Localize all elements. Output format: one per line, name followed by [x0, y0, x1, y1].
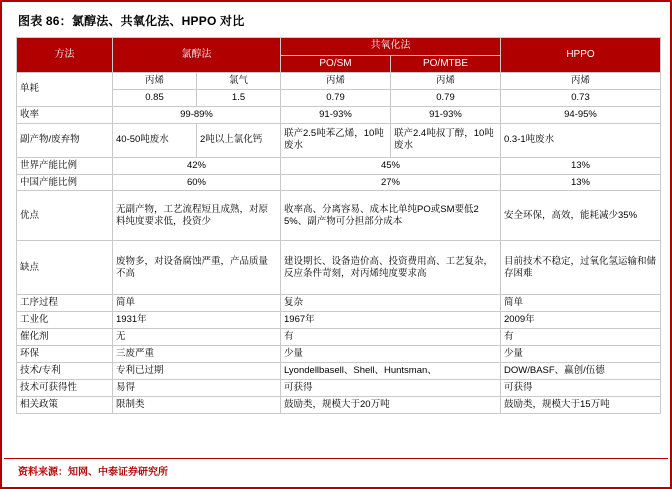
cell-ind-chloro: 1931年: [113, 312, 281, 329]
table-row: [17, 241, 661, 295]
cell-avail-cooxidation: 可获得: [281, 379, 501, 396]
cell-avail-chloro: 易得: [113, 379, 281, 396]
source-note: 资料来源：知网、中泰证券研究所: [18, 467, 168, 478]
row-label-availability: 技术可获得性: [17, 379, 113, 396]
row-label-catalyst: 催化剂: [17, 329, 113, 346]
cell-adv-chloro: 无副产物，工艺流程短且成熟，对原料纯度要求低，投资少: [113, 191, 281, 241]
table-row: [17, 157, 661, 174]
cell-dis-hppo: 目前技术不稳定，过氧化氢运输和储存困难: [501, 241, 661, 295]
cell-unit-value-hppo: 0.73: [501, 89, 661, 106]
table-row: [17, 174, 661, 191]
cell-adv-cooxidation: 收率高、分离容易、成本比单纯PO或SM要低25%、副产物可分担部分成本: [281, 191, 501, 241]
header-hppo: HPPO: [501, 38, 661, 73]
table-row: [17, 329, 661, 346]
table-row: [17, 379, 661, 396]
cell-process-cooxidation: 复杂: [281, 295, 501, 312]
cell-world-cooxidation: 45%: [281, 157, 501, 174]
cell-yield-posm: 91-93%: [281, 106, 391, 123]
cell-unit-value-pomtbe: 0.79: [391, 89, 501, 106]
cell-yield-pomtbe: 91-93%: [391, 106, 501, 123]
cell-process-chloro: 简单: [113, 295, 281, 312]
header-pomtbe: PO/MTBE: [391, 55, 501, 73]
cell-env-chloro: 三废严重: [113, 346, 281, 363]
cell-pol-hppo: 鼓励类，规模大于15万吨: [501, 396, 661, 413]
table-header-row: [17, 38, 661, 56]
table-row: [17, 106, 661, 123]
page-title: 图表 86：氯醇法、共氧化法、HPPO 对比: [18, 14, 245, 28]
cell-china-cooxidation: 27%: [281, 174, 501, 191]
source-divider: [4, 458, 668, 459]
cell-pat-cooxidation: Lyondellbasell、Shell、Huntsman、: [281, 362, 501, 379]
cell-pol-chloro: 限制类: [113, 396, 281, 413]
header-chlorohydrin: 氯醇法: [113, 38, 281, 73]
cell-byproduct-posm: 联产2.5吨苯乙烯，10吨废水: [281, 123, 391, 157]
cell-byproduct-chloro-b: 2吨以上氯化钙: [197, 123, 281, 157]
table-row: [17, 191, 661, 241]
cell-cat-cooxidation: 有: [281, 329, 501, 346]
table-row: [17, 312, 661, 329]
header-cooxidation: 共氧化法: [281, 38, 501, 56]
cell-pat-hppo: DOW/BASF、赢创/伍德: [501, 362, 661, 379]
cell-env-cooxidation: 少量: [281, 346, 501, 363]
cell-unit-propylene-hppo: 丙烯: [501, 73, 661, 90]
table-row: [17, 89, 661, 106]
table-row: [17, 362, 661, 379]
header-method: 方法: [17, 38, 113, 73]
table-row: [17, 123, 661, 157]
header-posm: PO/SM: [281, 55, 391, 73]
cell-cat-hppo: 有: [501, 329, 661, 346]
comparison-table: [16, 37, 661, 414]
row-label-china-capacity: 中国产能比例: [17, 174, 113, 191]
row-label-unit-consumption: 单耗: [17, 73, 113, 107]
cell-unit-value-posm: 0.79: [281, 89, 391, 106]
cell-cat-chloro: 无: [113, 329, 281, 346]
cell-yield-hppo: 94-95%: [501, 106, 661, 123]
row-label-advantages: 优点: [17, 191, 113, 241]
row-label-industrialization: 工业化: [17, 312, 113, 329]
cell-china-chloro: 60%: [113, 174, 281, 191]
cell-adv-hppo: 安全环保，高效，能耗减少35%: [501, 191, 661, 241]
cell-ind-hppo: 2009年: [501, 312, 661, 329]
row-label-byproduct: 副产物/废弃物: [17, 123, 113, 157]
cell-china-hppo: 13%: [501, 174, 661, 191]
cell-avail-hppo: 可获得: [501, 379, 661, 396]
cell-unit-propylene-posm: 丙烯: [281, 73, 391, 90]
cell-unit-value-chlorine-chloro: 1.5: [197, 89, 281, 106]
cell-env-hppo: 少量: [501, 346, 661, 363]
cell-unit-value-propylene-chloro: 0.85: [113, 89, 197, 106]
row-label-world-capacity: 世界产能比例: [17, 157, 113, 174]
cell-unit-propylene-chloro: 丙烯: [113, 73, 197, 90]
comparison-table-wrap: [2, 37, 670, 414]
table-row: [17, 346, 661, 363]
cell-unit-chlorine-chloro: 氯气: [197, 73, 281, 90]
cell-byproduct-hppo: 0.3-1吨废水: [501, 123, 661, 157]
cell-byproduct-chloro-a: 40-50吨废水: [113, 123, 197, 157]
row-label-process: 工序过程: [17, 295, 113, 312]
row-label-disadvantages: 缺点: [17, 241, 113, 295]
row-label-policy: 相关政策: [17, 396, 113, 413]
row-label-patent: 技术/专利: [17, 362, 113, 379]
cell-unit-propylene-pomtbe: 丙烯: [391, 73, 501, 90]
table-row: [17, 295, 661, 312]
cell-world-hppo: 13%: [501, 157, 661, 174]
cell-yield-chloro: 99-89%: [113, 106, 281, 123]
cell-world-chloro: 42%: [113, 157, 281, 174]
table-row: [17, 73, 661, 90]
cell-process-hppo: 简单: [501, 295, 661, 312]
table-row: [17, 396, 661, 413]
cell-byproduct-pomtbe: 联产2.4吨叔丁醇，10吨废水: [391, 123, 501, 157]
row-label-yield: 收率: [17, 106, 113, 123]
row-label-environment: 环保: [17, 346, 113, 363]
cell-dis-cooxidation: 建设期长、设备造价高、投资费用高、工艺复杂，反应条件苛刻，对丙烯纯度要求高: [281, 241, 501, 295]
cell-dis-chloro: 废物多，对设备腐蚀严重，产品质量不高: [113, 241, 281, 295]
cell-ind-cooxidation: 1967年: [281, 312, 501, 329]
cell-pol-cooxidation: 鼓励类，规模大于20万吨: [281, 396, 501, 413]
cell-pat-chloro: 专利已过期: [113, 362, 281, 379]
